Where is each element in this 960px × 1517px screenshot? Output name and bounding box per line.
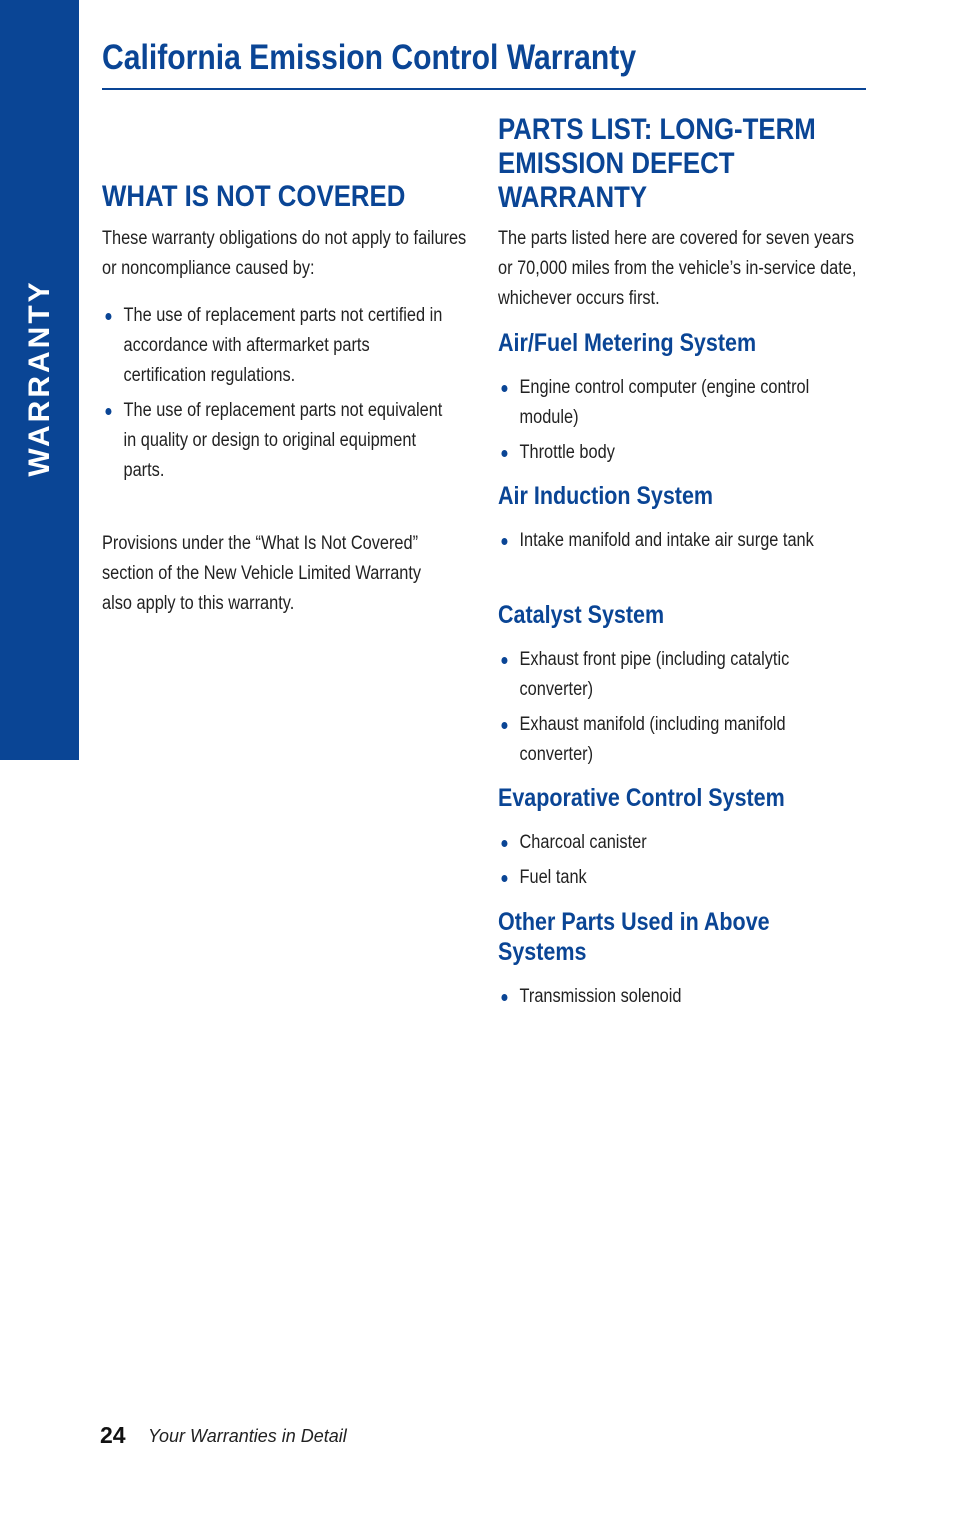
- left-intro: These warranty obligations do not apply to failures or noncompliance caused by:: [102, 228, 467, 279]
- bullet-icon: [501, 994, 507, 1001]
- section-list-catalyst: [498, 645, 859, 770]
- footer-section-title: Your Warranties in Detail: [148, 1426, 347, 1446]
- bullet-text: The use of replacement parts not equivalent in quality or design to original equipment parts.: [123, 400, 443, 481]
- bullet-icon: [501, 538, 507, 545]
- bullet-icon: [501, 722, 507, 729]
- bullet-icon: [501, 385, 507, 392]
- list-item: [498, 710, 859, 770]
- bullet-icon: [501, 840, 507, 847]
- bullet-text: Engine control computer (engine control module): [519, 377, 810, 428]
- page-title: California Emission Control Warranty: [102, 38, 637, 77]
- section-list-air-fuel: [498, 373, 842, 468]
- list-item: [498, 645, 859, 705]
- side-tab: [0, 0, 79, 760]
- title-rule: [102, 88, 866, 90]
- bullet-text: Transmission solenoid: [519, 986, 682, 1007]
- list-item: [498, 863, 842, 893]
- list-item: [102, 301, 446, 391]
- left-provisions: Provisions under the “What Is Not Covered” section of the New Vehicle Limited Warranty also apply to this warranty.: [102, 533, 422, 614]
- bullet-icon: [501, 875, 507, 882]
- left-bullet-list: [102, 301, 446, 486]
- bullet-icon: [105, 408, 111, 415]
- bullet-text: Fuel tank: [519, 867, 587, 888]
- right-intro: The parts listed here are covered for seven years or 70,000 miles from the vehicle’s in-service date, whichever occurs first.: [498, 228, 857, 309]
- list-item: [498, 373, 842, 433]
- section-title-air-induction: Air Induction System: [498, 482, 714, 510]
- left-heading: WHAT IS NOT COVERED: [102, 180, 406, 213]
- side-tab-label: WARRANTY: [23, 279, 56, 477]
- section-list-evaporative: [498, 828, 842, 893]
- list-item: [102, 396, 446, 486]
- bullet-text: Exhaust front pipe (including catalytic converter): [519, 649, 790, 700]
- bullet-icon: [105, 313, 111, 320]
- bullet-text: Throttle body: [519, 442, 615, 463]
- section-title-catalyst: Catalyst System: [498, 601, 665, 629]
- list-item: [498, 982, 842, 1012]
- section-title-air-fuel: Air/Fuel Metering System: [498, 329, 757, 357]
- list-item: [498, 526, 842, 556]
- section-title-other-parts: Other Parts Used in Above Systems: [498, 908, 770, 966]
- section-list-other-parts: [498, 982, 842, 1012]
- bullet-text: Intake manifold and intake air surge tank: [519, 530, 814, 551]
- list-item: [498, 438, 842, 468]
- section-title-evaporative: Evaporative Control System: [498, 784, 785, 812]
- section-list-air-induction: [498, 526, 842, 556]
- page-number: 24: [100, 1422, 126, 1448]
- bullet-icon: [501, 450, 507, 457]
- bullet-icon: [501, 657, 507, 664]
- list-item: [498, 828, 842, 858]
- bullet-text: Exhaust manifold (including manifold converter): [519, 714, 786, 765]
- bullet-text: The use of replacement parts not certified in accordance with aftermarket parts certification regulations.: [123, 305, 443, 386]
- bullet-text: Charcoal canister: [519, 832, 647, 853]
- right-heading: PARTS LIST: LONG-TERM EMISSION DEFECT WARRANTY: [498, 113, 816, 214]
